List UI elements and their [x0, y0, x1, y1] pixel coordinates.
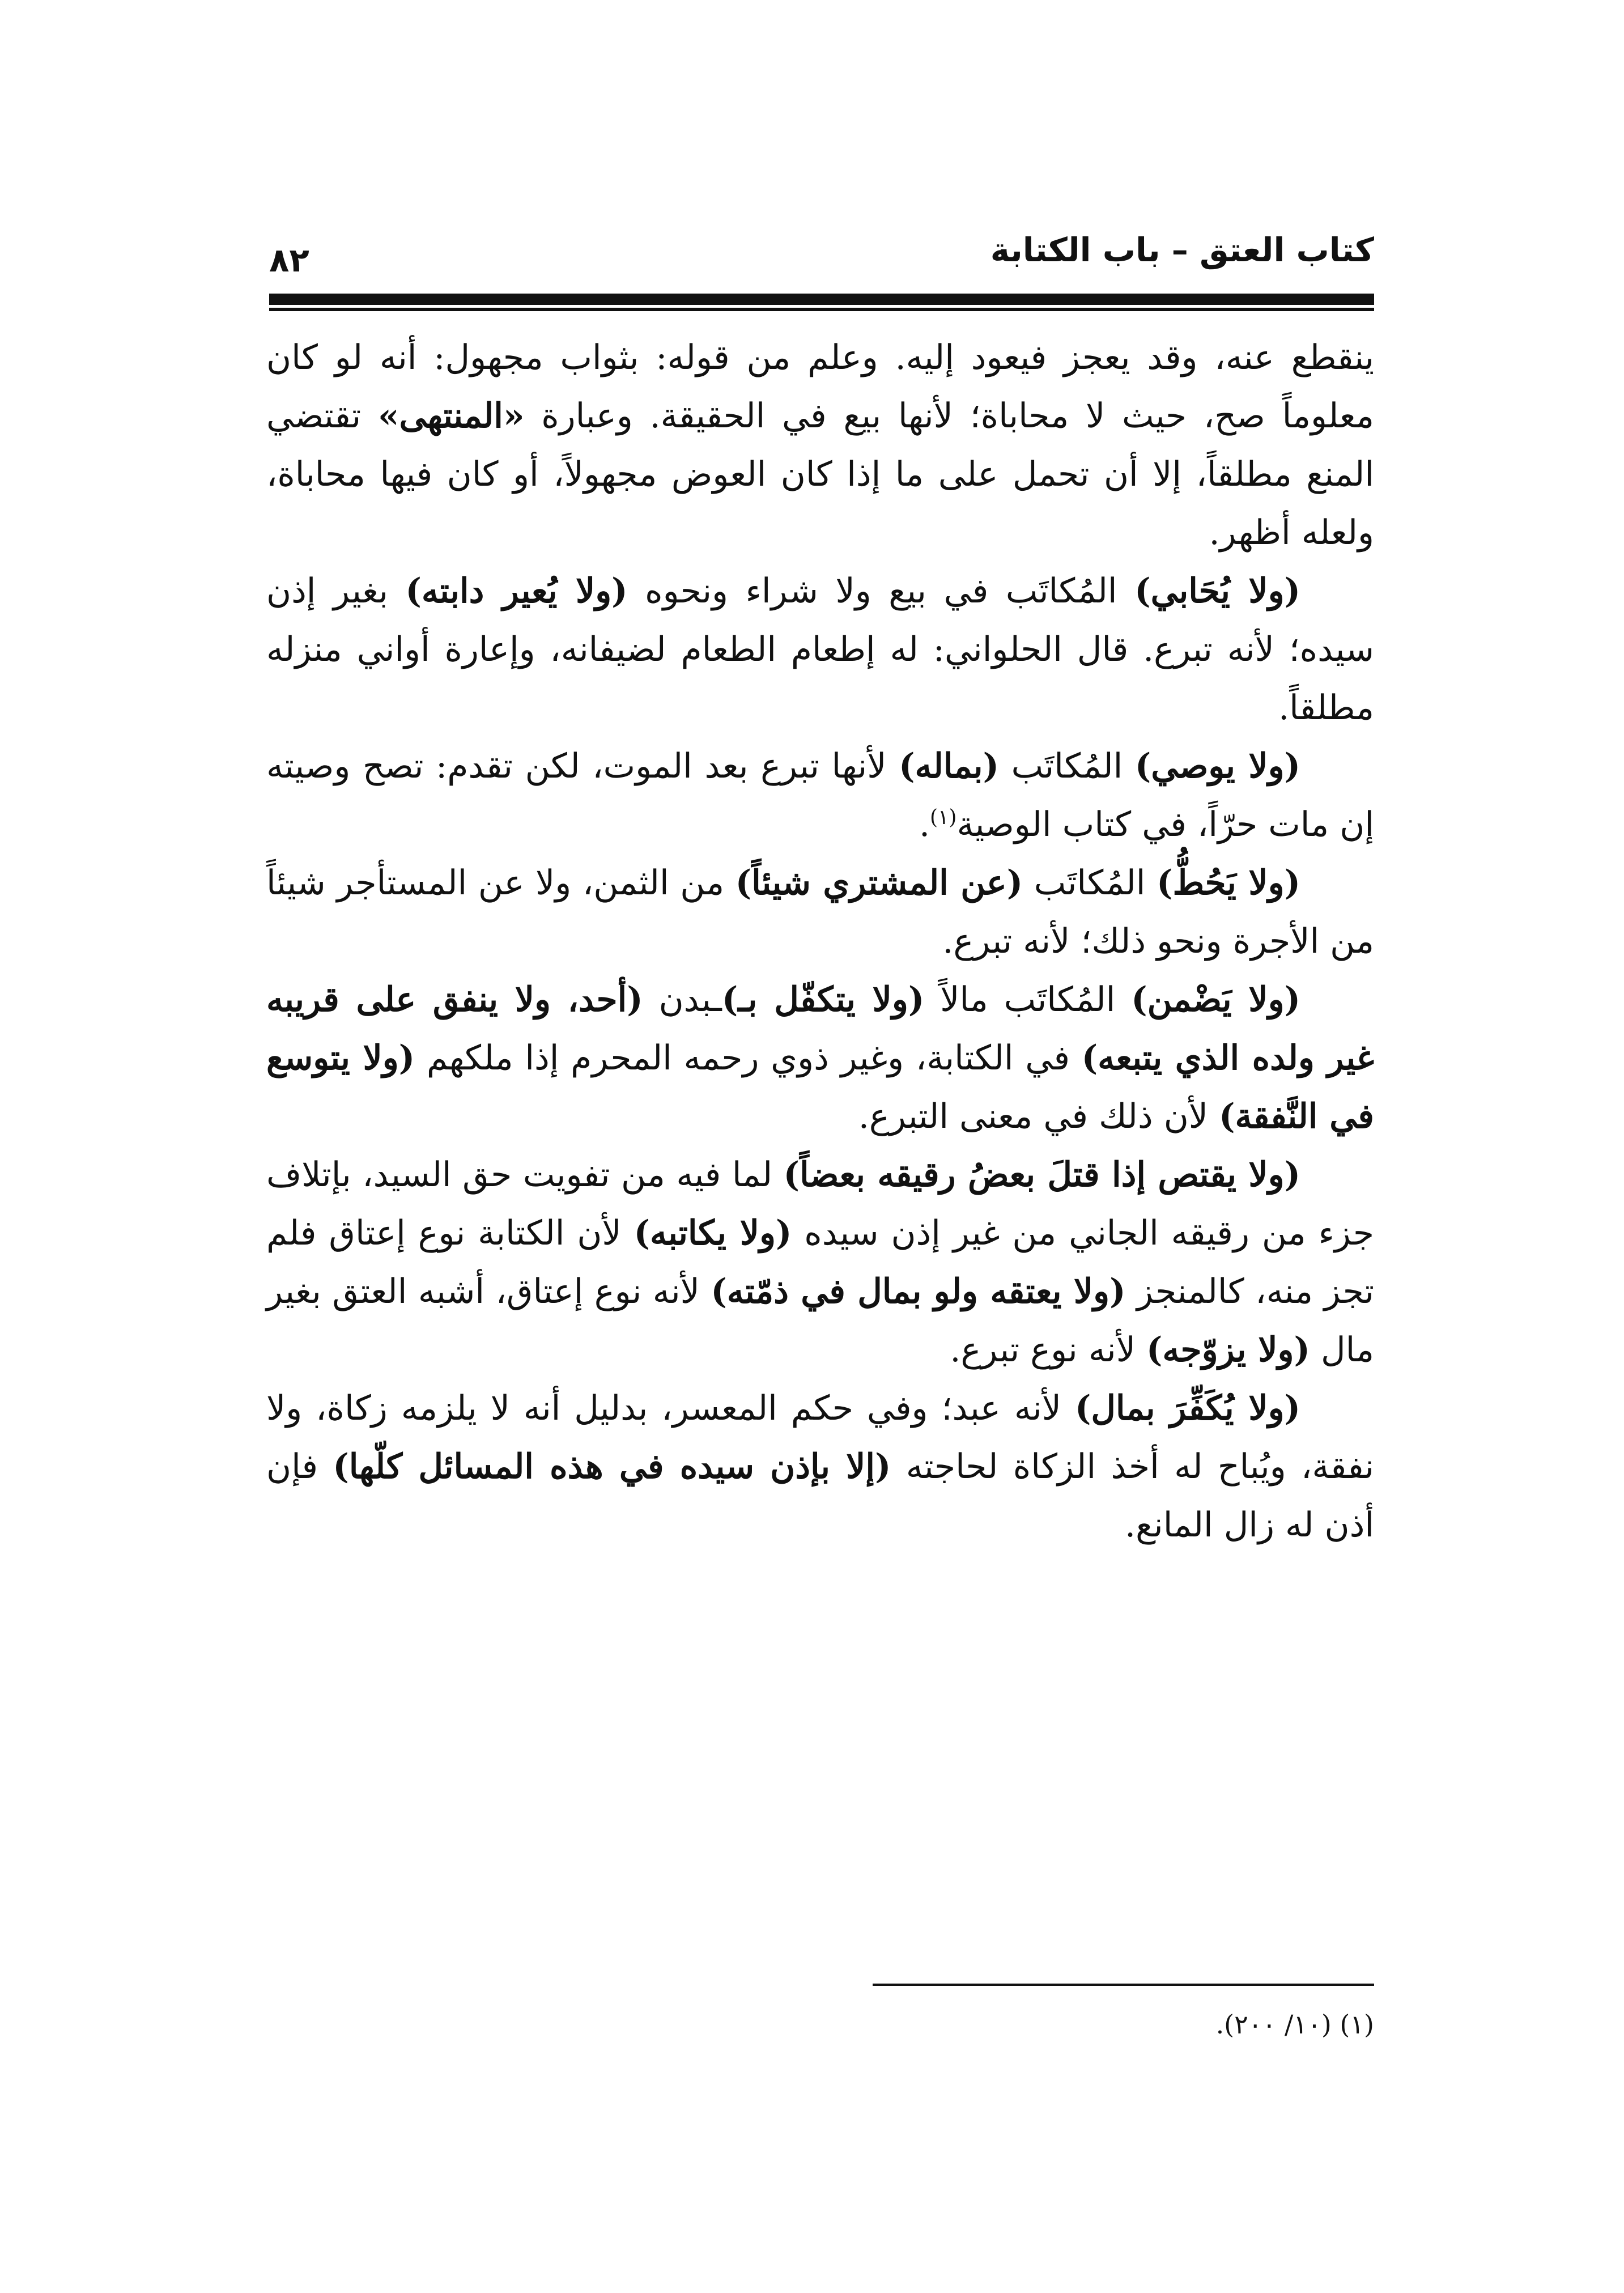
- sharh-text: لأنه نوع إعتاق، أشبه العتق بغير مال: [266, 1272, 1374, 1370]
- matn-text: (بماله): [899, 746, 999, 786]
- sharh-text: لأنه عبد؛ وفي حكم المعسر، بدليل أنه لا يلزمه زكاة، ولا نفقة، ويُباح له أخذ الزكاة لحاجته: [266, 1388, 1374, 1487]
- paragraph: [266, 1146, 1374, 1379]
- paragraph: [266, 854, 1374, 971]
- sharh-text: ينقطع عنه، وقد يعجز فيعود إليه. وعلم من قوله: بثواب مجهول: أنه لو كان معلوماً صح، حيث لا محاباة؛ لأنها بيع في الحقيقة. وعبارة: [266, 338, 1374, 436]
- footnote-separator: [873, 1984, 1374, 1986]
- page-header: [269, 224, 1374, 286]
- header-rule-thick: [269, 294, 1374, 305]
- body-text: [266, 329, 1374, 1555]
- matn-text: (ولا يعتقه ولو بمال في ذمّته): [711, 1272, 1126, 1311]
- matn-text: (ولا يُحَابي): [1134, 571, 1300, 611]
- matn-text: (ولا يتكفّل بـ): [721, 980, 925, 1020]
- sharh-text: المُكاتَب مالاً: [924, 980, 1132, 1020]
- sharh-text: .: [919, 805, 930, 844]
- paragraph: [266, 562, 1374, 737]
- matn-text: (عن المشتري شيئاً): [735, 863, 1023, 903]
- footnote: (١) (١٠/ ٢٠٠).: [1215, 2009, 1374, 2040]
- matn-text: (ولا يكاتبه): [634, 1213, 792, 1253]
- matn-text: (ولا يقتص إذا قتلَ بعضُ رقيقه بعضاً): [783, 1155, 1300, 1195]
- sharh-text: المُكاتَب في بيع ولا شراء ونحوه: [627, 571, 1135, 611]
- matn-text: «المنتهى»: [377, 396, 525, 436]
- sharh-text: المُكاتَب: [1023, 863, 1157, 903]
- matn-text: (ولا يوصي): [1134, 746, 1300, 786]
- paragraph: [266, 329, 1374, 562]
- sharh-text: من الثمن، ولا عن المستأجر شيئاً من الأجرة ونحو ذلك؛ لأنه تبرع.: [266, 863, 1374, 961]
- sharh-text: لأنها تبرع بعد الموت، لكن تقدم: تصح وصيته إن مات حرّاً، في كتاب الوصية: [266, 746, 1374, 844]
- header-rule-thin: [269, 308, 1374, 311]
- sharh-text: تقتضي المنع مطلقاً، إلا أن تحمل على ما إذا كان العوض مجهولاً، أو كان فيها محاباة، ولعله أظهر.: [266, 396, 1374, 553]
- matn-text: (أحد، ولا ينفق على قريبه غير ولده الذي يتبعه): [266, 980, 1375, 1078]
- matn-text: (ولا يزوّجه): [1146, 1330, 1310, 1370]
- sharh-text: لأن ذلك في معنى التبرع.: [858, 1097, 1219, 1136]
- paragraph: [266, 971, 1374, 1146]
- page-number: ٨٢: [269, 241, 309, 279]
- sharh-text: لأنه نوع تبرع.: [950, 1330, 1146, 1370]
- sharh-text: ـبدن: [643, 980, 722, 1020]
- sharh-text: لأن الكتابة نوع إعتاق فلم تجز منه، كالمنجز: [266, 1213, 1375, 1311]
- sharh-text: المُكاتَب: [998, 746, 1135, 786]
- running-title: كتاب العتق – باب الكتابة: [990, 231, 1374, 269]
- sharh-text: فإن أذن له زال المانع.: [266, 1447, 1374, 1545]
- sharh-text: بغير إذن سيده؛ لأنه تبرع. قال الحلواني: له إطعام الطعام لضيفانه، وإعارة أواني منزله مطلقاً.: [266, 571, 1374, 728]
- paragraph: [266, 1379, 1374, 1555]
- paragraph: [266, 737, 1374, 854]
- matn-text: (ولا يَضْمن): [1131, 980, 1301, 1020]
- sharh-text: في الكتابة، وغير ذوي رحمه المحرم إذا ملكهم: [415, 1038, 1082, 1078]
- matn-text: (ولا يَحُطُّ): [1157, 863, 1300, 903]
- sharh-text: لما فيه من تفويت حق السيد، بإتلاف جزء من رقيقه الجاني من غير إذن سيده: [266, 1155, 1374, 1253]
- matn-text: (ولا يُكَفِّرَ بمال): [1074, 1388, 1300, 1428]
- matn-text: (إلا بإذن سيده في هذه المسائل كلّها): [333, 1447, 891, 1487]
- matn-text: (ولا يُعير دابته): [405, 571, 628, 611]
- footnote-marker: (١): [930, 806, 957, 829]
- matn-text: (ولا يتوسع في النَّفقة): [266, 1038, 1374, 1136]
